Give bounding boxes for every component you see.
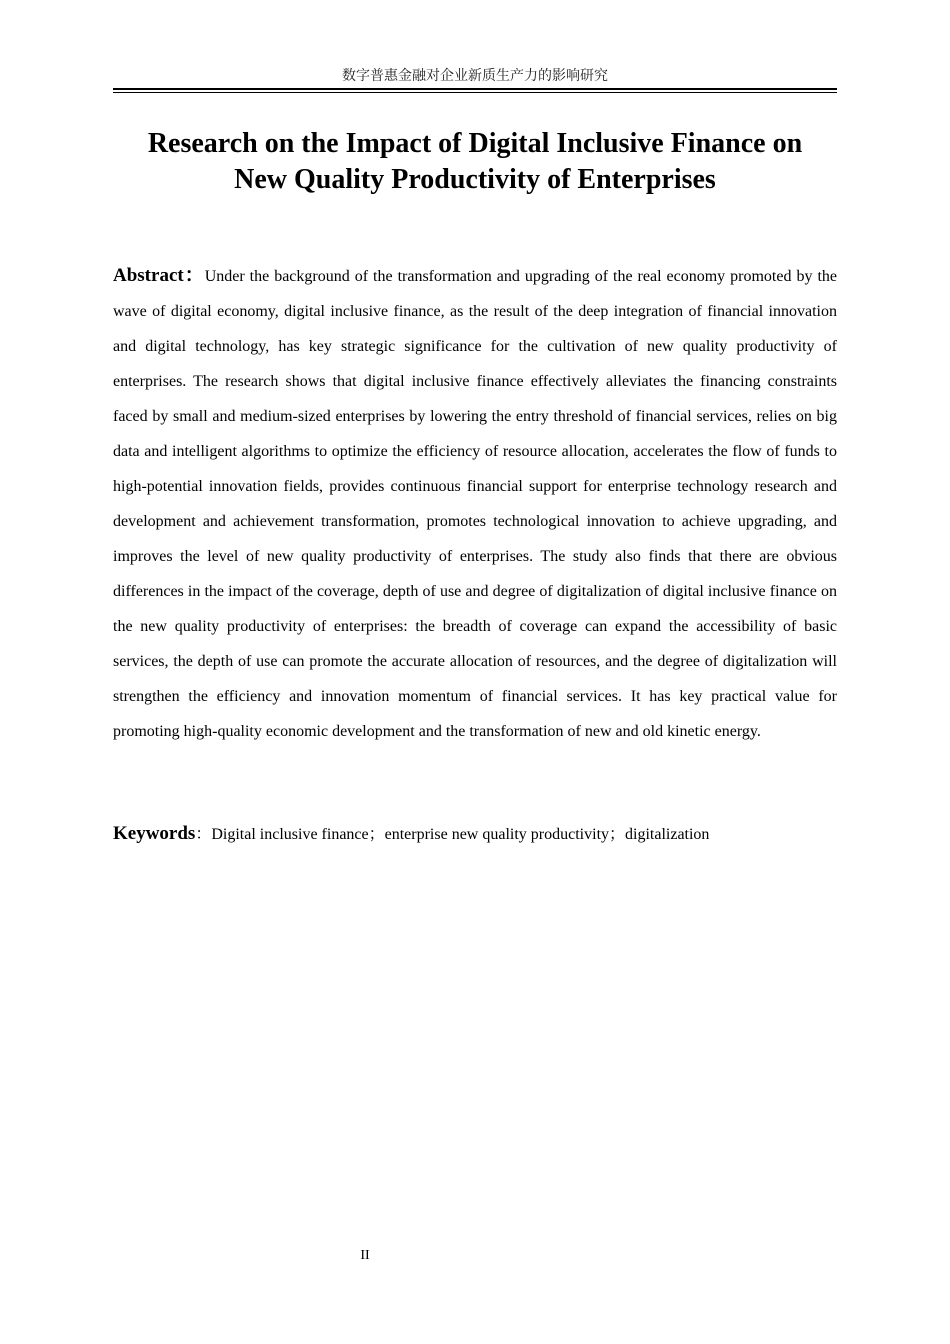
- paper-title-line-2: New Quality Productivity of Enterprises: [234, 164, 716, 195]
- keywords-separator: ：: [195, 826, 212, 843]
- paper-title: [113, 126, 837, 198]
- paper-title-line-1: Research on the Impact of Digital Inclusive Finance on: [147, 128, 803, 159]
- header-rule-thick: [113, 88, 837, 90]
- abstract-paragraph: [113, 258, 837, 749]
- abstract-text: Under the background of the transformation and upgrading of the real economy promoted by the wave of digital economy, digital inclusive finance, as the result of the deep integration of financial innovation and digital technology, has key strategic significance for the cultivation of new quality productivity of enterprises. The research shows that digital inclusive finance effectively alleviates the financing constraints faced by small and medium-sized enterprises by lowering the entry threshold of financial services, relies on big data and intelligent algorithms to optimize the efficiency of resource allocation, accelerates the flow of funds to high-potential innovation fields, provides continuous financial support for enterprise technology research and development and achievement transformation, promotes technological innovation to achieve upgrading, and improves the level of new quality productivity of enterprises. The study also finds that there are obvious differences in the impact of the coverage, depth of use and degree of digitalization of digital inclusive finance on the new quality productivity of enterprises: the breadth of coverage can expand the accessibility of basic services, the depth of use can promote the accurate allocation of resources, and the degree of digitalization will strengthen the efficiency and innovation momentum of financial services. It has key practical value for promoting high-quality economic development and the transformation of new and old kinetic energy.: [113, 268, 837, 740]
- running-header: 数字普惠金融对企业新质生产力的影响研究: [342, 68, 608, 84]
- keywords-text: Digital inclusive finance；enterprise new quality productivity；digitalization: [211, 826, 710, 843]
- page-number: II: [360, 1248, 370, 1263]
- header-rule-thin: [113, 92, 837, 93]
- abstract-label: Abstract：: [113, 265, 205, 286]
- keywords-label: Keywords: [113, 823, 196, 844]
- keywords-paragraph: [113, 816, 837, 852]
